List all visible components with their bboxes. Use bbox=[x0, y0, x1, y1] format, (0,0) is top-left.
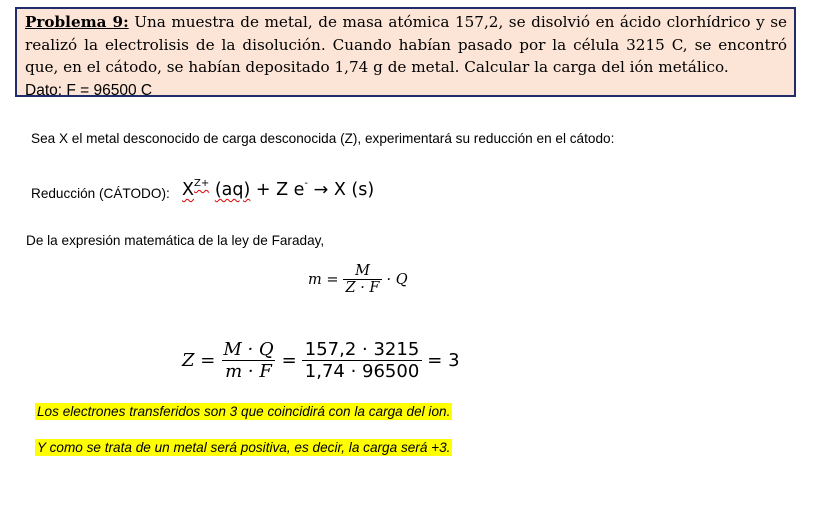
problem-statement: Una muestra de metal, de masa atómica 157,2, se disolvió en ácido clorhídrico y se realizó la electrolisis de la disolución. Cuando habían pasado por la célula 3215 C, se encontró que, en el cátodo, se habían depositado 1,74 g de metal. Calcular la carga del ión metálico. bbox=[25, 13, 787, 76]
formula2-num1: M · Q bbox=[223, 339, 274, 360]
reaction-mid: + Z e bbox=[250, 180, 305, 200]
problem-label: Problema 9: bbox=[25, 13, 129, 31]
formula1-den: Z · F bbox=[343, 279, 383, 296]
faraday-formula bbox=[308, 263, 408, 296]
faraday-text: De la expresión matemática de la ley de Faraday, bbox=[26, 233, 325, 248]
formula2-lhs: Z = bbox=[182, 350, 216, 371]
formula2-den1: m · F bbox=[222, 360, 275, 382]
formula2-den2: 1,74 · 96500 bbox=[302, 360, 423, 382]
reaction-charge: Z+ bbox=[194, 178, 210, 190]
problem-box bbox=[15, 7, 796, 97]
reduction-equation bbox=[182, 180, 374, 200]
reaction-species: X bbox=[182, 180, 194, 200]
formula2-num2: 157,2 · 3215 bbox=[304, 339, 420, 360]
formula2-fraction2 bbox=[302, 339, 423, 382]
formula1-tail: · Q bbox=[386, 271, 408, 288]
highlight-electrons: Los electrones transferidos son 3 que coincidirá con la carga del ion. bbox=[37, 404, 451, 419]
formula1-lhs: m = bbox=[308, 271, 339, 288]
formula1-fraction bbox=[343, 263, 383, 296]
reduction-label: Reducción (CÁTODO): bbox=[31, 186, 170, 201]
formula2-result: = 3 bbox=[427, 350, 460, 371]
problem-dato: Dato: F = 96500 C bbox=[25, 81, 153, 99]
reaction-product: X (s) bbox=[333, 180, 375, 200]
formula2-eq: = bbox=[281, 350, 297, 371]
formula1-num: M bbox=[355, 263, 370, 279]
highlight-charge: Y como se trata de un metal será positiva, es decir, la carga será +3. bbox=[37, 440, 451, 455]
reaction-state: (aq) bbox=[214, 180, 251, 200]
intro-text: Sea X el metal desconocido de carga desconocida (Z), experimentará su reducción en el cátodo: bbox=[31, 131, 615, 146]
reaction-arrow: → bbox=[308, 180, 334, 200]
charge-formula bbox=[182, 339, 460, 382]
electron-charge: - bbox=[304, 178, 309, 190]
formula2-fraction1 bbox=[220, 339, 276, 382]
